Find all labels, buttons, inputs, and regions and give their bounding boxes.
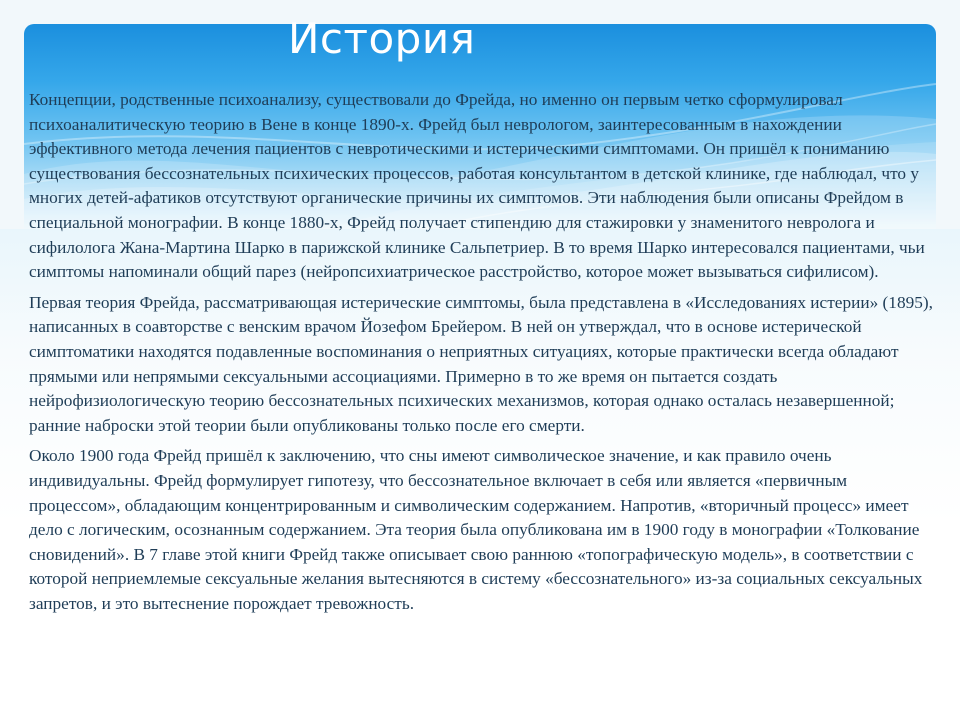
slide-title: История — [288, 14, 476, 63]
paragraph-1: Концепции, родственные психоанализу, существовали до Фрейда, но именно он первым четко сформулировал психоаналитическую теорию в Вене в конце 1890-х. Фрейд был неврологом, заинтересованным в нахождении эффективного метода лечения пациентов с невротическими и истерическими симптомами. Он пришёл к пониманию существования бессознательных психических процессов, работая консультантом в детской клинике, где наблюдал, что у многих детей-афатиков отсутствуют органические причины их симптомов. Эти наблюдения были описаны Фрейдом в специальной монографии. В конце 1880-х, Фрейд получает стипендию для стажировки у знаменитого невролога и сифилолога Жана-Мартина Шарко в парижской клинике Сальпетриер. В то время Шарко интересовался пациентами, чьи симптомы напоминали общий парез (нейропсихиатрическое расстройство, которое может вызываться сифилисом). — [29, 90, 925, 282]
paragraph-2: Первая теория Фрейда, рассматривающая истерические симптомы, была представлена в «Исследованиях истерии» (1895), написанных в соавторстве с венским врачом Йозефом Брейером. В ней он утверждал, что в основе истерической симптоматики находятся подавленные воспоминания о неприятных ситуациях, которые практически всегда обладают прямыми или непрямыми сексуальными ассоциациями. Примерно в то же время он пытается создать нейрофизиологическую теорию бессознательных психических механизмов, которая однако осталась незавершенной; ранние наброски этой теории были опубликованы только после его смерти. — [29, 292, 933, 435]
paragraph-3: Около 1900 года Фрейд пришёл к заключению, что сны имеют символическое значение, и как правило очень индивидуальны. Фрейд формулирует гипотезу, что бессознательное включает в себя или является «первичным процессом», обладающим концентрированным и символическим содержанием. Напротив, «вторичный процесс» имеет дело с логическим, осознанным содержанием. Эта теория была опубликована им в 1900 году в монографии «Толкование сновидений». В 7 главе этой книги Фрейд также описывает свою раннюю «топографическую модель», в соответствии с которой неприемлемые сексуальные желания вытесняются в систему «бессознательного» из-за социальных сексуальных запретов, и это вытеснение порождает тревожность. — [29, 446, 923, 613]
slide-body — [29, 88, 941, 622]
